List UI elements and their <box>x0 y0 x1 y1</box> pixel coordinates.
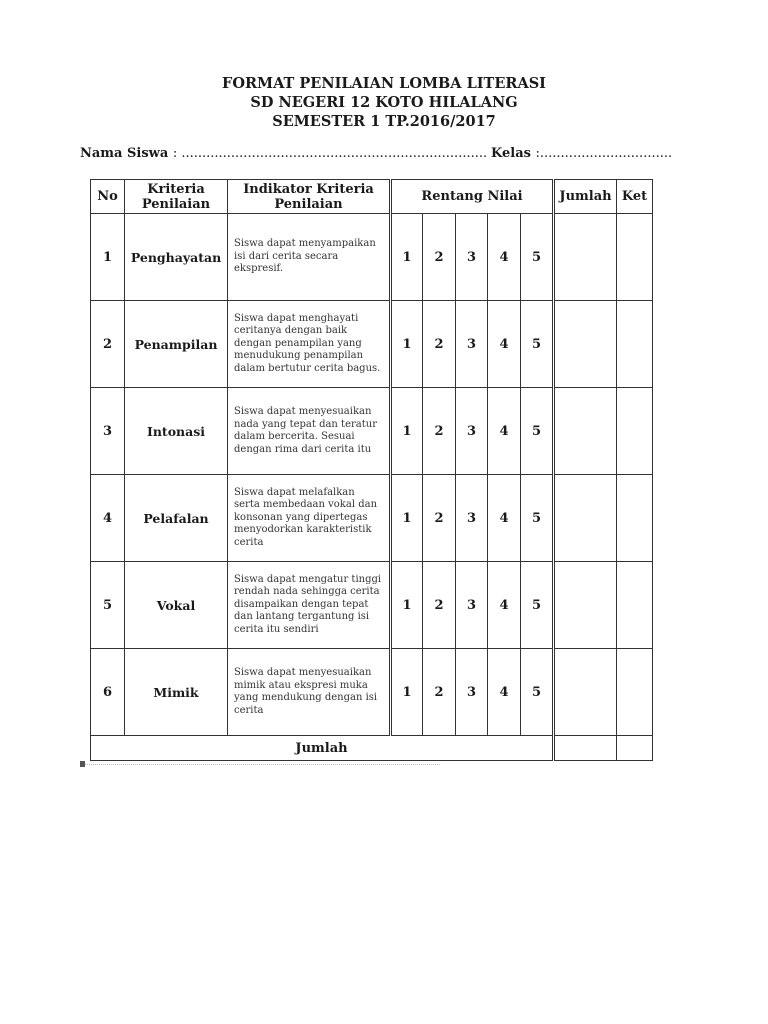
row-note-cell[interactable] <box>617 301 653 388</box>
title-line-3: SEMESTER 1 TP.2016/2017 <box>272 113 496 130</box>
footnote-mark <box>80 764 440 771</box>
row-indicator: Siswa dapat menyesuaikan nada yang tepat dan teratur dalam bercerita. Sesuai dengan rima dari cerita itu <box>228 388 391 475</box>
student-name-label: Nama Siswa <box>80 146 169 161</box>
score-option-3[interactable]: 3 <box>456 301 488 388</box>
score-option-3[interactable]: 3 <box>456 388 488 475</box>
score-option-4[interactable]: 4 <box>488 301 521 388</box>
row-note-cell[interactable] <box>617 475 653 562</box>
row-number: 2 <box>91 301 125 388</box>
table-row <box>91 475 653 562</box>
score-option-1[interactable]: 1 <box>391 388 423 475</box>
score-option-2[interactable]: 2 <box>423 475 456 562</box>
score-option-4[interactable]: 4 <box>488 562 521 649</box>
table-row <box>91 562 653 649</box>
row-indicator: Siswa dapat menyampaikan isi dari cerita secara ekspresif. <box>228 214 391 301</box>
score-option-1[interactable]: 1 <box>391 562 423 649</box>
score-option-3[interactable]: 3 <box>456 214 488 301</box>
score-option-5[interactable]: 5 <box>521 388 554 475</box>
header-range: Rentang Nilai <box>391 180 554 214</box>
title-line-1: FORMAT PENILAIAN LOMBA LITERASI <box>222 75 546 92</box>
row-total-cell[interactable] <box>554 301 617 388</box>
footer-total-label: Jumlah <box>91 736 554 761</box>
row-note-cell[interactable] <box>617 562 653 649</box>
row-note-cell[interactable] <box>617 388 653 475</box>
document-title <box>0 74 768 131</box>
row-total-cell[interactable] <box>554 649 617 736</box>
table-row <box>91 649 653 736</box>
score-option-5[interactable]: 5 <box>521 301 554 388</box>
row-number: 4 <box>91 475 125 562</box>
row-criteria: Vokal <box>125 562 228 649</box>
row-note-cell[interactable] <box>617 214 653 301</box>
score-option-3[interactable]: 3 <box>456 475 488 562</box>
row-total-cell[interactable] <box>554 388 617 475</box>
score-option-2[interactable]: 2 <box>423 388 456 475</box>
score-option-5[interactable]: 5 <box>521 214 554 301</box>
header-criteria: Kriteria Penilaian <box>125 180 228 214</box>
table-footer-row <box>91 736 653 761</box>
class-line <box>491 146 672 161</box>
table-row <box>91 214 653 301</box>
row-number: 1 <box>91 214 125 301</box>
class-blank: :................................ <box>535 146 673 161</box>
row-note-cell[interactable] <box>617 649 653 736</box>
class-label: Kelas <box>491 146 531 161</box>
score-option-4[interactable]: 4 <box>488 649 521 736</box>
row-total-cell[interactable] <box>554 214 617 301</box>
score-option-1[interactable]: 1 <box>391 214 423 301</box>
row-criteria: Penampilan <box>125 301 228 388</box>
score-option-1[interactable]: 1 <box>391 475 423 562</box>
table-row <box>91 388 653 475</box>
row-criteria: Pelafalan <box>125 475 228 562</box>
score-option-5[interactable]: 5 <box>521 475 554 562</box>
row-number: 5 <box>91 562 125 649</box>
header-note: Ket <box>617 180 653 214</box>
row-criteria: Mimik <box>125 649 228 736</box>
student-name-blank: : .......................................................................... <box>172 146 488 161</box>
student-name-line <box>80 146 487 161</box>
row-criteria: Penghayatan <box>125 214 228 301</box>
header-indicator: Indikator Kriteria Penilaian <box>228 180 391 214</box>
score-option-2[interactable]: 2 <box>423 301 456 388</box>
score-option-4[interactable]: 4 <box>488 388 521 475</box>
score-option-3[interactable]: 3 <box>456 562 488 649</box>
score-option-5[interactable]: 5 <box>521 562 554 649</box>
score-option-2[interactable]: 2 <box>423 649 456 736</box>
score-option-1[interactable]: 1 <box>391 301 423 388</box>
row-number: 3 <box>91 388 125 475</box>
score-option-1[interactable]: 1 <box>391 649 423 736</box>
table-header-row <box>91 180 653 214</box>
row-indicator: Siswa dapat melafalkan serta membedaan vokal dan konsonan yang dipertegas menyodorkan karakteristik cerita <box>228 475 391 562</box>
row-total-cell[interactable] <box>554 562 617 649</box>
row-indicator: Siswa dapat menyesuaikan mimik atau ekspresi muka yang mendukung dengan isi cerita <box>228 649 391 736</box>
header-total: Jumlah <box>554 180 617 214</box>
table-row <box>91 301 653 388</box>
score-option-2[interactable]: 2 <box>423 562 456 649</box>
row-indicator: Siswa dapat menghayati ceritanya dengan baik dengan penampilan yang menudukung penampilan dalam bertutur cerita bagus. <box>228 301 391 388</box>
row-criteria: Intonasi <box>125 388 228 475</box>
score-option-4[interactable]: 4 <box>488 475 521 562</box>
row-indicator: Siswa dapat mengatur tinggi rendah nada sehingga cerita disampaikan dengan tepat dan lantang tergantung isi cerita itu sendiri <box>228 562 391 649</box>
score-option-4[interactable]: 4 <box>488 214 521 301</box>
score-option-5[interactable]: 5 <box>521 649 554 736</box>
score-option-3[interactable]: 3 <box>456 649 488 736</box>
score-option-2[interactable]: 2 <box>423 214 456 301</box>
row-total-cell[interactable] <box>554 475 617 562</box>
title-line-2: SD NEGERI 12 KOTO HILALANG <box>250 94 518 111</box>
footer-note-cell[interactable] <box>617 736 653 761</box>
header-no: No <box>91 180 125 214</box>
footer-total-cell[interactable] <box>554 736 617 761</box>
assessment-table <box>90 179 653 761</box>
row-number: 6 <box>91 649 125 736</box>
